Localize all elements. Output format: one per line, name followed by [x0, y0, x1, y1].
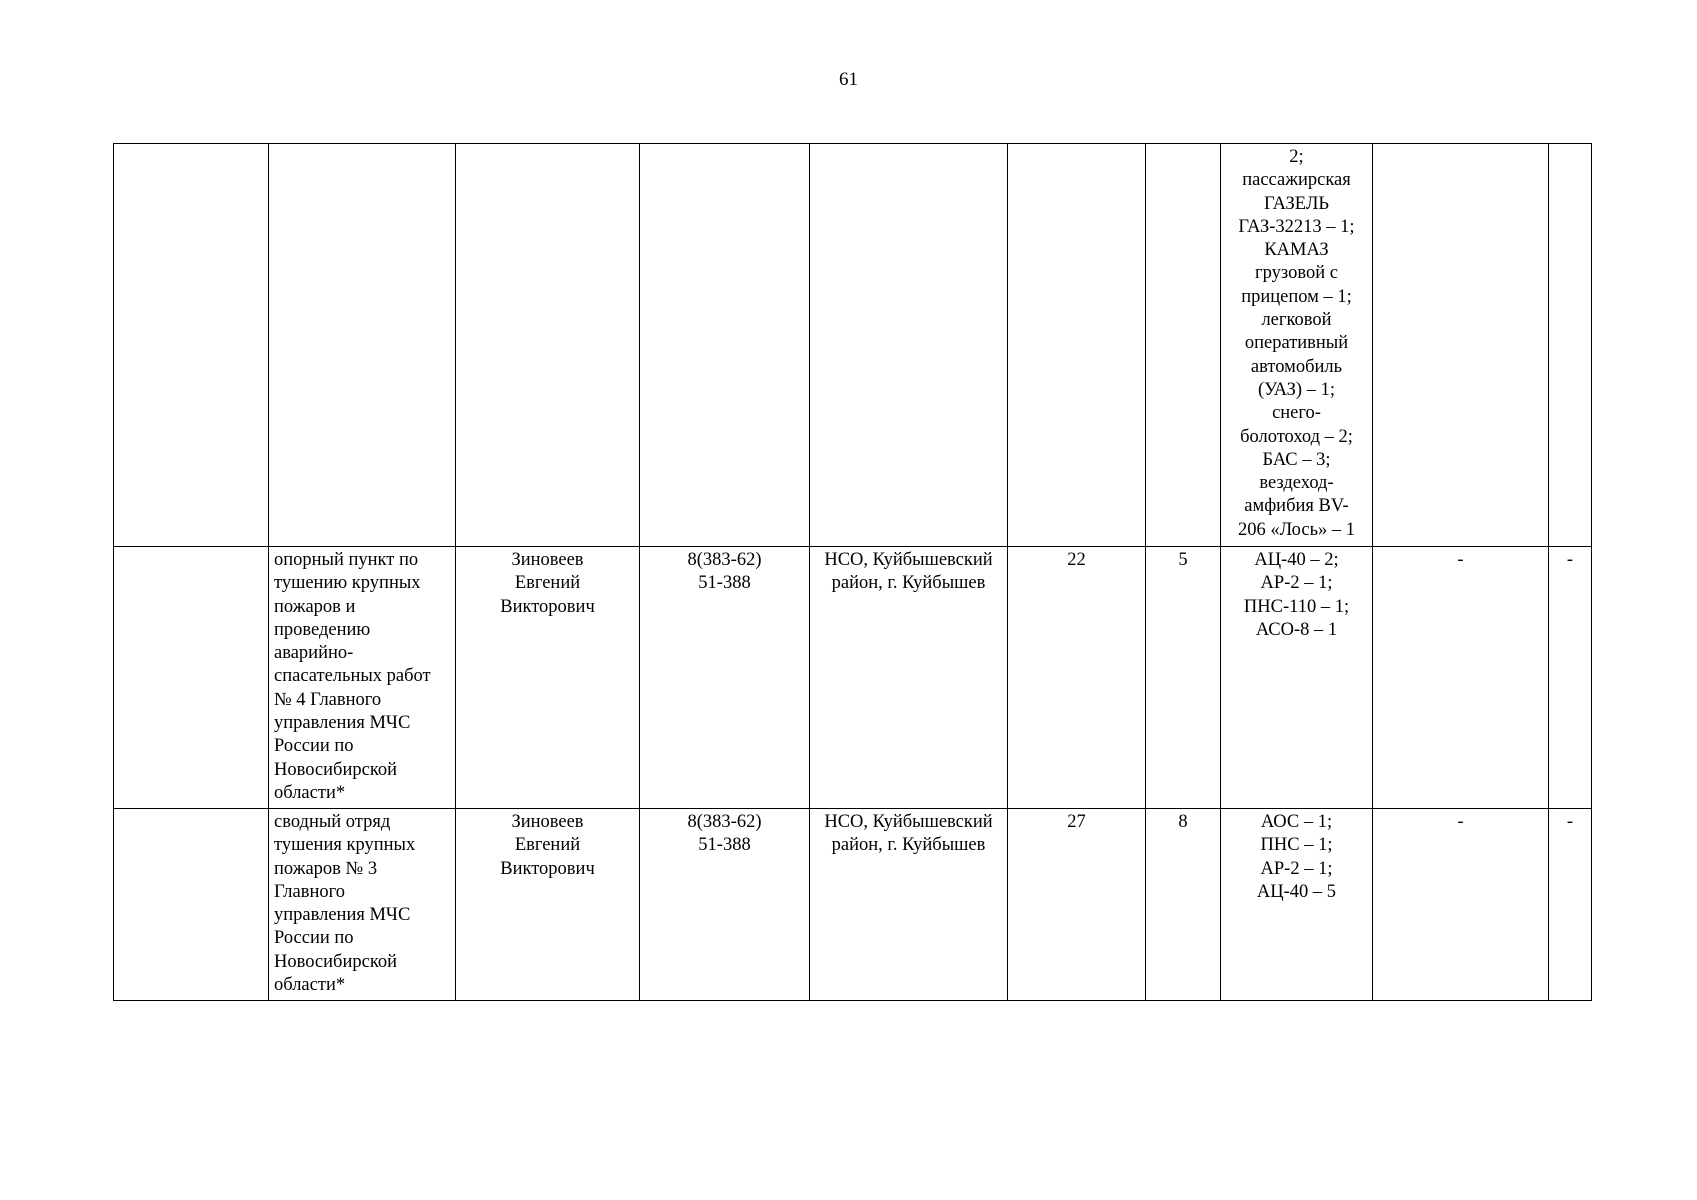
table-row: [114, 809, 1592, 1001]
table-cell: [1008, 144, 1146, 547]
table-cell: сводный отряд тушения крупных пожаров № 3 Главного управления МЧС России по Новосибирской области*: [269, 809, 456, 1001]
table-cell: 27: [1008, 809, 1146, 1001]
table-cell: [114, 144, 269, 547]
table-cell: [1549, 144, 1592, 547]
table-cell: 22: [1008, 547, 1146, 809]
table-cell: 8(383-62) 51-388: [640, 547, 810, 809]
table-row: [114, 547, 1592, 809]
table-cell: -: [1373, 809, 1549, 1001]
table-cell: [1373, 144, 1549, 547]
table-cell: -: [1549, 547, 1592, 809]
table-cell: НСО, Куйбышевский район, г. Куйбышев: [810, 547, 1008, 809]
table-cell: [640, 144, 810, 547]
table-cell: [269, 144, 456, 547]
table-cell: [1146, 144, 1221, 547]
table-cell: Зиновеев Евгений Викторович: [456, 547, 640, 809]
table-cell: [810, 144, 1008, 547]
table-cell: 5: [1146, 547, 1221, 809]
document-table: [113, 143, 1592, 1001]
table-cell: АЦ-40 – 2; АР-2 – 1; ПНС-110 – 1; АСО-8 – 1: [1221, 547, 1373, 809]
table-cell: 8: [1146, 809, 1221, 1001]
table-cell: АОС – 1; ПНС – 1; АР-2 – 1; АЦ-40 – 5: [1221, 809, 1373, 1001]
table-cell: НСО, Куйбышевский район, г. Куйбышев: [810, 809, 1008, 1001]
page-number: 61: [839, 69, 858, 90]
table-row: [114, 144, 1592, 547]
table-cell: [456, 144, 640, 547]
table-cell: [114, 809, 269, 1001]
table-cell: опорный пункт по тушению крупных пожаров и проведению аварийно- спасательных работ № 4 Главного управления МЧС России по Новосибирской области*: [269, 547, 456, 809]
table-cell: 2; пассажирская ГАЗЕЛЬ ГАЗ-32213 – 1; КАМАЗ грузовой с прицепом – 1; легковой оперативный автомобиль (УАЗ) – 1; снего- болотоход – 2; БАС – 3; вездеход- амфибия BV- 206 «Лось» – 1: [1221, 144, 1373, 547]
table-cell: Зиновеев Евгений Викторович: [456, 809, 640, 1001]
table-cell: -: [1549, 809, 1592, 1001]
table-cell: 8(383-62) 51-388: [640, 809, 810, 1001]
table-cell: [114, 547, 269, 809]
table-cell: -: [1373, 547, 1549, 809]
